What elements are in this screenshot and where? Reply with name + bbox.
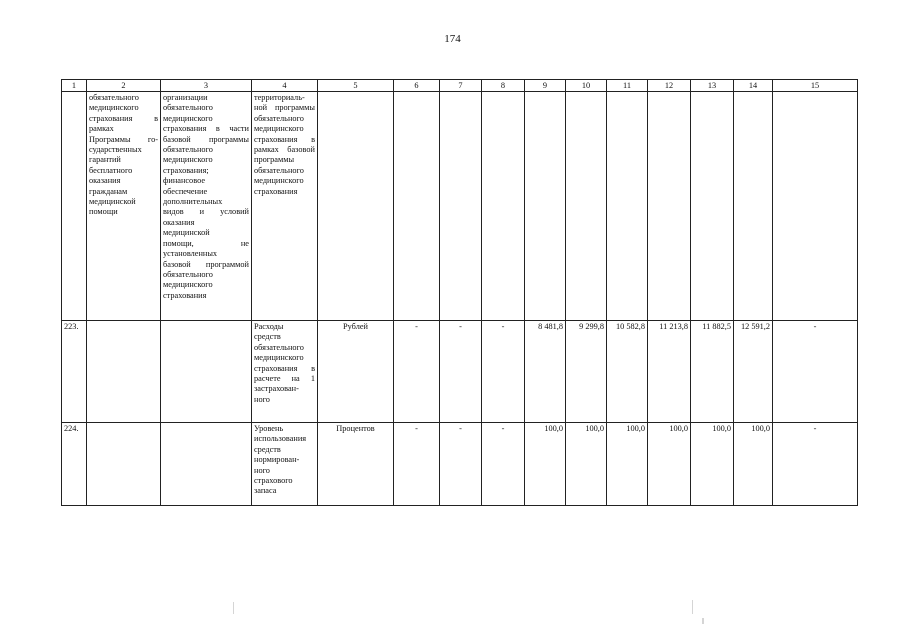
indicator-cell [252,423,318,506]
table-row [62,423,858,506]
table-row-continuation [62,92,858,321]
indicators-table [61,79,858,506]
value-cell: - [440,423,482,506]
cell-text-line: рамках [89,124,114,134]
task-cell [161,423,252,506]
cell-text-line: оказания [89,176,121,186]
cell-text-line: медицинского [163,113,213,123]
cell-text-line: запаса [254,486,277,496]
value-cell: - [482,423,525,506]
value-cell: 100,0 [525,423,566,506]
cell-text-line: страхования в [254,363,315,373]
value-cell: 100,0 [607,423,648,506]
cell-text-line: обязательного [163,269,213,279]
value-cell: 100,0 [691,423,734,506]
column-header: 2 [87,80,161,92]
cell-text-line: программы [254,155,295,165]
value-cell: 100,0 [566,423,607,506]
cell-text-line: финансовое [163,176,206,186]
cell-text-line: организации [163,93,208,102]
value-cell: 11 882,5 [691,321,734,423]
cell-text-line: средств [254,444,281,454]
value-cell [648,92,691,321]
column-header: 10 [566,80,607,92]
row-number-cell [62,92,87,321]
value-cell [734,92,773,321]
unit-cell: Рублей [318,321,394,423]
cell-text-line: страхования в [89,113,158,123]
cell-text-line: Уровень [254,424,284,433]
value-cell [773,92,858,321]
cell-text-line: медицинского [163,280,213,290]
cell-text-line: обязательного [254,165,304,175]
cell-text-line: медицинского [254,124,304,134]
column-header: 12 [648,80,691,92]
cell-text-line: гарантий [89,155,121,165]
row-number-cell: 223. [62,321,87,423]
cell-text-line: ного [254,394,270,404]
task-cell [161,321,252,423]
indicator-cell [252,321,318,423]
cell-text-line: бесплатного [89,165,133,175]
cell-text-line: помощи, не [163,238,249,248]
value-cell: 11 213,8 [648,321,691,423]
page-number: 174 [444,33,461,45]
column-header: 3 [161,80,252,92]
value-cell [482,92,525,321]
task-cell [161,92,252,321]
cell-text-line: использования [254,434,307,444]
cell-text-line: Расходы [254,322,284,331]
cell-text-line: дополнительных [163,197,223,207]
column-header: 9 [525,80,566,92]
cell-text-line: сударственных [89,145,142,155]
cell-text-line: расчете на 1 [254,374,315,384]
cell-text-line: Программы го- [89,134,158,144]
cell-text-line: застрахован- [254,384,299,394]
unit-cell: Процентов [318,423,394,506]
cell-text-line: страхования [254,186,298,196]
column-header: 7 [440,80,482,92]
cell-text-line: обязательного [89,93,139,102]
column-header: 4 [252,80,318,92]
cell-text-line: обязательного [254,342,304,352]
scan-speck [233,602,234,614]
cell-text-line: ного [254,465,270,475]
goal-cell [87,321,161,423]
cell-text-line: средств [254,332,281,342]
row-number-cell: 224. [62,423,87,506]
goal-cell [87,92,161,321]
cell-text-line: медицинского [254,353,304,363]
column-header: 6 [394,80,440,92]
value-cell: 12 591,2 [734,321,773,423]
value-cell: - [773,423,858,506]
cell-text-line: нормирован- [254,455,300,465]
cell-text-line: страхового [254,476,293,486]
value-cell: 9 299,8 [566,321,607,423]
cell-text-line: медицинского [254,176,304,186]
cell-text-line: страхования; [163,165,209,175]
cell-text-line: обязательного [254,113,304,123]
value-cell: 100,0 [648,423,691,506]
value-cell [394,92,440,321]
cell-text-line: медицинской [89,197,136,207]
header-row [62,80,858,92]
cell-text-line: обеспечение [163,186,208,196]
value-cell: 100,0 [734,423,773,506]
column-header: 13 [691,80,734,92]
value-cell [566,92,607,321]
value-cell: - [440,321,482,423]
column-header: 11 [607,80,648,92]
value-cell: - [482,321,525,423]
cell-text-line: базовой программой [163,259,249,269]
unit-cell [318,92,394,321]
column-header: 15 [773,80,858,92]
cell-text-line: базовой программы [163,134,249,144]
value-cell [691,92,734,321]
cell-text-line: медицинского [163,155,213,165]
cell-text-line: обязательного [163,103,213,113]
cell-text-line: ной программы [254,103,315,113]
indicator-cell [252,92,318,321]
cell-text-line: медицинского [89,103,139,113]
cell-text-line: оказания [163,217,195,227]
cell-text-line: видов и условий [163,207,249,217]
cell-text-line: установленных [163,249,218,259]
value-cell [525,92,566,321]
column-header: 8 [482,80,525,92]
cell-text-line: территориаль- [254,93,305,102]
cell-text-line: страхования в [254,134,315,144]
cell-text-line: медицинской [163,228,210,238]
cell-text-line: помощи [89,207,118,217]
cell-text-line: рамках базовой [254,145,315,155]
value-cell [607,92,648,321]
column-header: 5 [318,80,394,92]
value-cell: 8 481,8 [525,321,566,423]
value-cell: 10 582,8 [607,321,648,423]
value-cell: - [773,321,858,423]
cell-text-line: обязательного [163,145,213,155]
column-header: 1 [62,80,87,92]
cell-text-line: гражданам [89,186,128,196]
scan-speck [702,618,704,624]
value-cell [440,92,482,321]
column-header: 14 [734,80,773,92]
goal-cell [87,423,161,506]
table-row [62,321,858,423]
scan-speck [692,600,693,614]
cell-text-line: страхования в части [163,124,249,134]
value-cell: - [394,423,440,506]
cell-text-line: страхования [163,290,207,300]
value-cell: - [394,321,440,423]
